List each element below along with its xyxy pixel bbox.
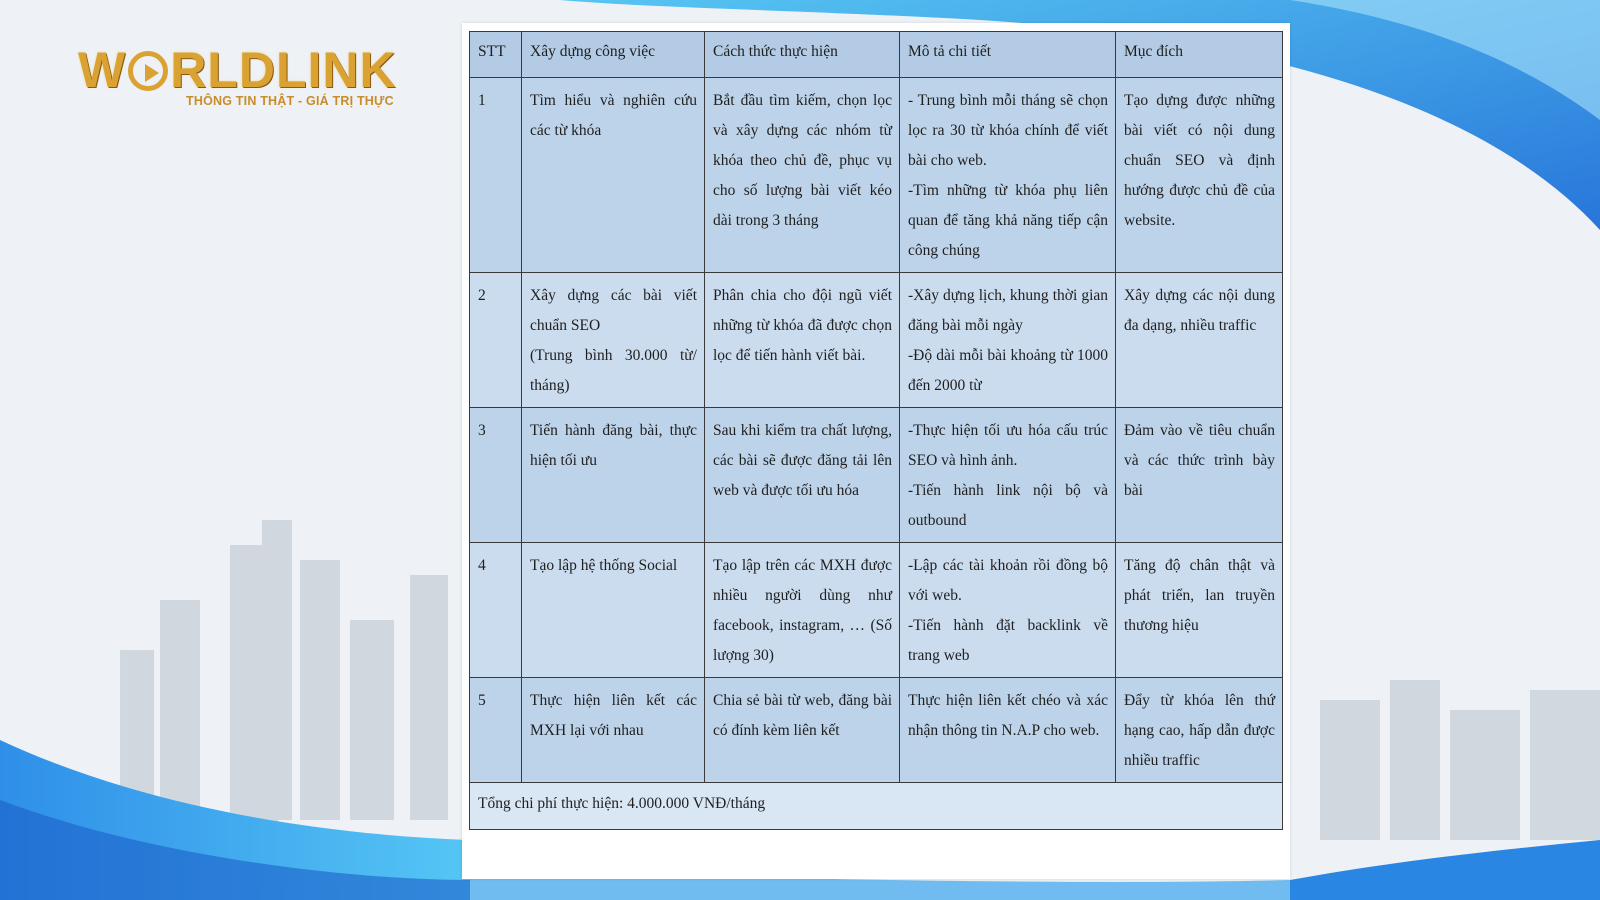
table-row [470,273,1283,408]
cell-detail [900,543,1116,678]
cell-purpose [1116,408,1283,543]
cell-method [705,408,900,543]
logo-tagline: THÔNG TIN THẬT - GIÁ TRỊ THỰC [186,94,394,108]
cell-text: - Trung bình mỗi tháng sẽ chọn lọc ra 30 từ khóa chính để viết bài cho web. [908,92,1108,169]
cell-text: Phân chia cho đội ngũ viết những từ khóa đã được chọn lọc để tiến hành viết bài. [713,287,892,364]
cell-purpose [1116,543,1283,678]
cell-text: Tiến hành đăng bài, thực hiện tối ưu [530,422,697,469]
document-page [462,23,1290,879]
cell-text: Tạo lập trên các MXH được nhiều người dùng như facebook, instagram, … (Số lượng 30) [713,557,892,664]
table-header-row [470,32,1283,78]
header-stt: STT [470,32,522,78]
play-icon [128,51,168,91]
cell-text: Tăng độ chân thật và phát triển, lan truyền thương hiệu [1124,557,1275,634]
logo-wordmark [78,42,397,98]
cell-stt: 2 [470,273,522,408]
logo-letter-w: W [78,42,127,98]
table-row [470,408,1283,543]
cell-text: -Tiến hành đặt backlink về trang web [908,617,1108,664]
cell-text: Sau khi kiểm tra chất lượng, các bài sẽ được đăng tải lên web và được tối ưu hóa [713,422,892,499]
cell-text: -Tiến hành link nội bộ và outbound [908,482,1108,529]
cell-detail [900,273,1116,408]
cell-stt: 4 [470,543,522,678]
cell-task [522,678,705,783]
header-purpose: Mục đích [1116,32,1283,78]
cell-detail [900,78,1116,273]
total-cost: Tổng chi phí thực hiện: 4.000.000 VNĐ/tháng [470,783,1283,830]
table-row [470,678,1283,783]
cell-text: Tìm hiểu và nghiên cứu các từ khóa [530,92,697,139]
header-method: Cách thức thực hiện [705,32,900,78]
cell-task [522,543,705,678]
cell-text: Thực hiện liên kết các MXH lại với nhau [530,692,697,739]
worldlink-logo [78,42,418,114]
cell-purpose [1116,78,1283,273]
cell-text: -Tìm những từ khóa phụ liên quan để tăng khả năng tiếp cận công chúng [908,182,1108,259]
header-detail: Mô tả chi tiết [900,32,1116,78]
cell-task [522,78,705,273]
header-task: Xây dựng công việc [522,32,705,78]
logo-letters-rest: RLDLINK [170,42,397,98]
cell-text: -Lập các tài khoản rồi đồng bộ với web. [908,557,1108,604]
cell-purpose [1116,678,1283,783]
cell-text: Bắt đầu tìm kiếm, chọn lọc và xây dựng các nhóm từ khóa theo chủ đề, phục vụ cho số lượng bài viết kéo dài trong 3 tháng [713,92,892,229]
cell-detail [900,408,1116,543]
seo-plan-table [469,31,1283,830]
cell-text: -Thực hiện tối ưu hóa cấu trúc SEO và hình ảnh. [908,422,1108,469]
cell-text: Tạo dựng được những bài viết có nội dung chuẩn SEO và định hướng được chủ đề của website. [1124,92,1275,229]
table-row [470,78,1283,273]
cell-stt: 1 [470,78,522,273]
cell-text: -Xây dựng lịch, khung thời gian đăng bài mỗi ngày [908,287,1108,334]
cell-stt: 3 [470,408,522,543]
cell-text: Xây dựng các bài viết chuẩn SEO [530,287,697,334]
cell-task [522,273,705,408]
total-row [470,783,1283,830]
cell-method [705,78,900,273]
cell-method [705,678,900,783]
cell-text: Chia sẻ bài từ web, đăng bài có đính kèm liên kết [713,692,892,739]
cell-text: Thực hiện liên kết chéo và xác nhận thông tin N.A.P cho web. [908,692,1108,739]
cell-text: -Độ dài mỗi bài khoảng từ 1000 đến 2000 từ [908,347,1108,394]
cell-method [705,273,900,408]
cell-detail [900,678,1116,783]
cell-stt: 5 [470,678,522,783]
cell-method [705,543,900,678]
cell-text: Tạo lập hệ thống Social [530,557,678,574]
cell-text: (Trung bình 30.000 từ/ tháng) [530,347,697,394]
cell-task [522,408,705,543]
cell-purpose [1116,273,1283,408]
table-row [470,543,1283,678]
cell-text: Xây dựng các nội dung đa dạng, nhiều traffic [1124,287,1275,334]
cell-text: Đảm vào về tiêu chuẩn và các thức trình bày bài [1124,422,1275,499]
cell-text: Đẩy từ khóa lên thứ hạng cao, hấp dẫn được nhiều traffic [1124,692,1275,769]
